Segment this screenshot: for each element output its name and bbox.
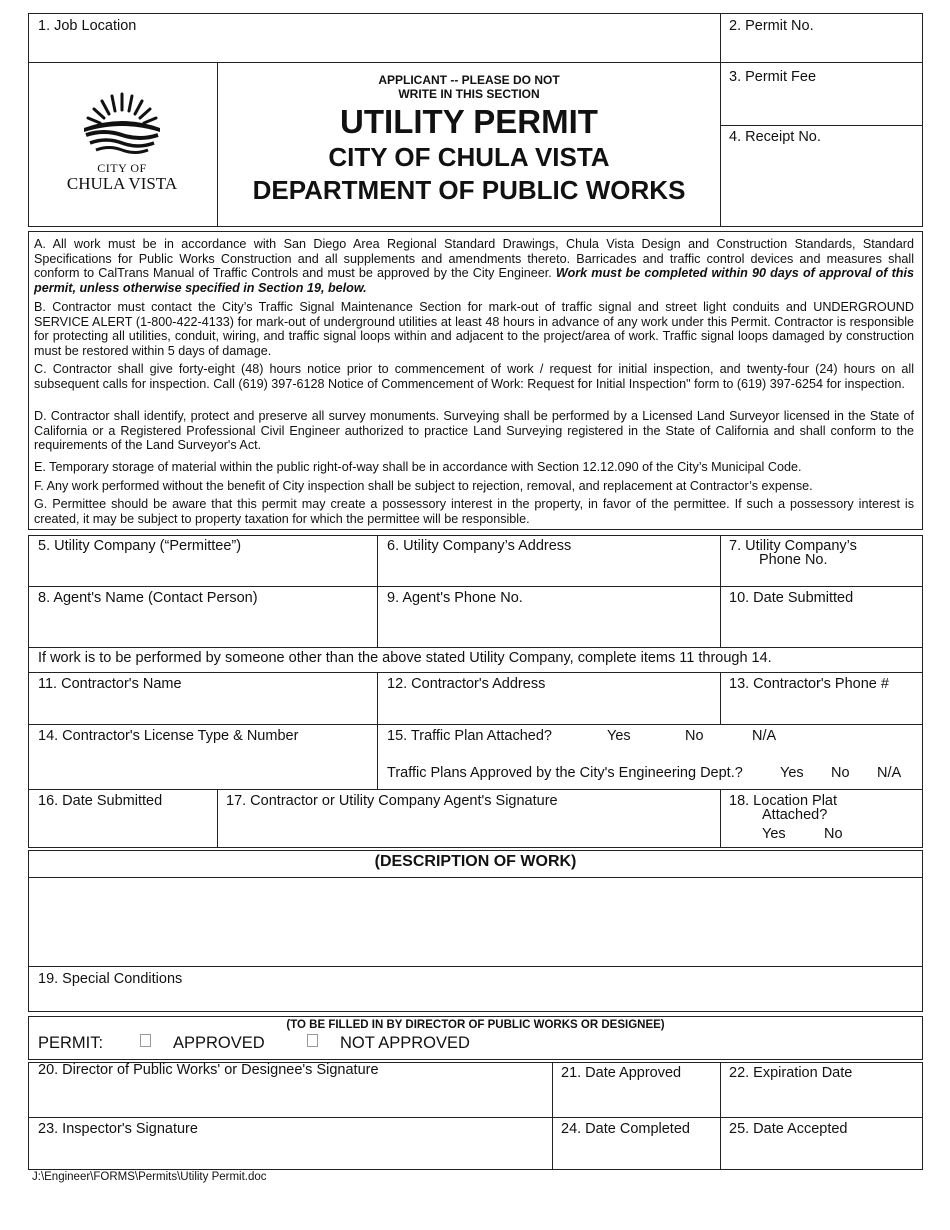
- date-completed-field[interactable]: 24. Date Completed: [561, 1121, 690, 1137]
- traffic-approved-na[interactable]: N/A: [877, 765, 902, 781]
- applicant-note: WRITE IN THIS SECTION: [398, 87, 540, 101]
- agent-name-field[interactable]: 8. Agent's Name (Contact Person): [38, 590, 258, 606]
- divider: [28, 647, 923, 648]
- contractor-name-field[interactable]: 11. Contractor's Name: [38, 676, 182, 692]
- applicant-note: APPLICANT -- PLEASE DO NOT: [378, 73, 560, 87]
- utility-address-field[interactable]: 6. Utility Company’s Address: [387, 538, 572, 554]
- traffic-plan-no[interactable]: No: [685, 728, 704, 744]
- not-approved-label: NOT APPROVED: [340, 1034, 470, 1052]
- traffic-approved-yes[interactable]: Yes: [780, 765, 804, 781]
- department-name: DEPARTMENT OF PUBLIC WORKS: [252, 175, 686, 205]
- location-plat-no[interactable]: No: [824, 826, 843, 842]
- location-plat-yes[interactable]: Yes: [762, 826, 786, 842]
- traffic-plan-na[interactable]: N/A: [752, 728, 777, 744]
- traffic-approved-question: Traffic Plans Approved by the City's Engineering Dept.?: [387, 765, 743, 781]
- divider: [720, 672, 721, 724]
- divider: [552, 1062, 553, 1170]
- director-note: (TO BE FILLED IN BY DIRECTOR OF PUBLIC WORKS OR DESIGNEE): [286, 1019, 665, 1031]
- city-name: CITY OF CHULA VISTA: [328, 142, 610, 172]
- receipt-no-label: 4. Receipt No.: [729, 129, 821, 145]
- divider: [377, 672, 378, 789]
- description-header: (DESCRIPTION OF WORK): [374, 853, 577, 870]
- divider: [720, 1062, 721, 1170]
- divider: [720, 535, 721, 647]
- divider: [377, 535, 378, 647]
- location-plat-question: 18. Location Plat: [729, 793, 838, 809]
- location-plat-question-cont: Attached?: [762, 807, 828, 823]
- traffic-approved-no[interactable]: No: [831, 765, 850, 781]
- divider: [28, 672, 923, 673]
- logo-city-of: CITY OF: [97, 161, 147, 175]
- logo-chula-vista: CHULA VISTA: [66, 174, 178, 193]
- date-submitted-field[interactable]: 10. Date Submitted: [729, 590, 854, 606]
- not-approved-checkbox[interactable]: [307, 1034, 318, 1047]
- divider: [720, 789, 721, 848]
- director-signature-field[interactable]: 20. Director of Public Works' or Designee's Signature: [38, 1062, 379, 1078]
- instruction-g: G. Permittee should be aware that this permit may create a possessory interest in the property, in favor of the permittee. If such a possessory interest is created, it may be subject to property taxation for which the permittee will be responsible.: [34, 497, 914, 526]
- traffic-plan-question: 15. Traffic Plan Attached?: [387, 728, 552, 744]
- license-field[interactable]: 14. Contractor's License Type & Number: [38, 728, 299, 744]
- instruction-a: A. All work must be in accordance with San Diego Area Regional Standard Drawings, Chula Vista Design and Construction Standards, Standard Specifications for Public Works Construction and all supplements and amendments thereto. Barricades and traffic control devices and measures shall conform to CalTrans Manual of Traffic Controls and must be approved by the City Engineer. Work must be completed within 90 days of approval of this permit, unless otherwise specified in Section 19, below.: [34, 237, 914, 295]
- permit-label: PERMIT:: [38, 1034, 104, 1052]
- form-title: UTILITY PERMIT: [340, 103, 598, 140]
- utility-company-field[interactable]: 5. Utility Company (“Permittee”): [38, 538, 242, 554]
- divider: [28, 1117, 923, 1118]
- date-approved-field[interactable]: 21. Date Approved: [561, 1065, 682, 1081]
- sun-waves-icon: [60, 88, 184, 158]
- contractor-address-field[interactable]: 12. Contractor's Address: [387, 676, 546, 692]
- date-accepted-field[interactable]: 25. Date Accepted: [729, 1121, 848, 1137]
- divider: [28, 586, 923, 587]
- contractor-phone-field[interactable]: 13. Contractor's Phone #: [729, 676, 889, 692]
- job-location-label: 1. Job Location: [38, 18, 137, 34]
- permit-fee-label: 3. Permit Fee: [729, 69, 817, 85]
- utility-phone-field-cont: Phone No.: [759, 552, 828, 568]
- divider: [28, 724, 923, 725]
- expiration-date-field[interactable]: 22. Expiration Date: [729, 1065, 853, 1081]
- agent-signature-field[interactable]: 17. Contractor or Utility Company Agent's Signature: [226, 793, 558, 809]
- utility-phone-field[interactable]: 7. Utility Company’s: [729, 538, 857, 554]
- permit-no-label: 2. Permit No.: [729, 18, 814, 34]
- approved-label: APPROVED: [173, 1034, 265, 1052]
- agent-phone-field[interactable]: 9. Agent's Phone No.: [387, 590, 523, 606]
- date-submitted-2-field[interactable]: 16. Date Submitted: [38, 793, 163, 809]
- instruction-b: B. Contractor must contact the City’s Traffic Signal Maintenance Section for mark-out of traffic signal and street light conduits and UNDERGROUND SERVICE ALERT (1-800-422-4133) for mark-out of underground utilities at least 48 hours in advance of any work under this Permit. Contractor is responsible for protecting all utilities, conduit, wiring, and traffic signal loops within and adjacent to the project/area of work. Traffic signal loops damaged by construction must be restored within 5 days of damage.: [34, 300, 914, 358]
- instruction-f: F. Any work performed without the benefit of City inspection shall be subject to rejection, removal, and replacement at Contractor’s expense.: [34, 479, 813, 493]
- divider: [720, 125, 923, 126]
- divider: [28, 789, 923, 790]
- divider: [217, 789, 218, 848]
- file-path: J:\Engineer\FORMS\Permits\Utility Permit.doc: [32, 1171, 267, 1183]
- description-field[interactable]: [28, 877, 923, 967]
- city-logo: [60, 88, 184, 198]
- inspector-signature-field[interactable]: 23. Inspector's Signature: [38, 1121, 198, 1137]
- contractor-note: If work is to be performed by someone other than the above stated Utility Company, complete items 11 through 14.: [38, 650, 772, 666]
- special-conditions-label: 19. Special Conditions: [38, 971, 183, 987]
- instruction-e: E. Temporary storage of material within the public right-of-way shall be in accordance with Section 12.12.090 of the City’s Municipal Code.: [34, 460, 802, 474]
- approved-checkbox[interactable]: [140, 1034, 151, 1047]
- instruction-c: C. Contractor shall give forty-eight (48) hours notice prior to commencement of work / request for initial inspection, and twenty-four (24) hours on all subsequent calls for inspection. Call (619) 397-6128 Notice of Commencement of Work: Request for Initial Inspection" form to (619) 397-6254 for inspection.: [34, 362, 914, 391]
- traffic-plan-yes[interactable]: Yes: [607, 728, 631, 744]
- instruction-d: D. Contractor shall identify, protect and preserve all survey monuments. Surveying shall be performed by a Licensed Land Surveyor licensed in the State of California or a Registered Professional Civil Engineer authorized to practice Land Surveying registered in the State of California and shall conform to the requirements of the Land Surveyor's Act.: [34, 409, 914, 453]
